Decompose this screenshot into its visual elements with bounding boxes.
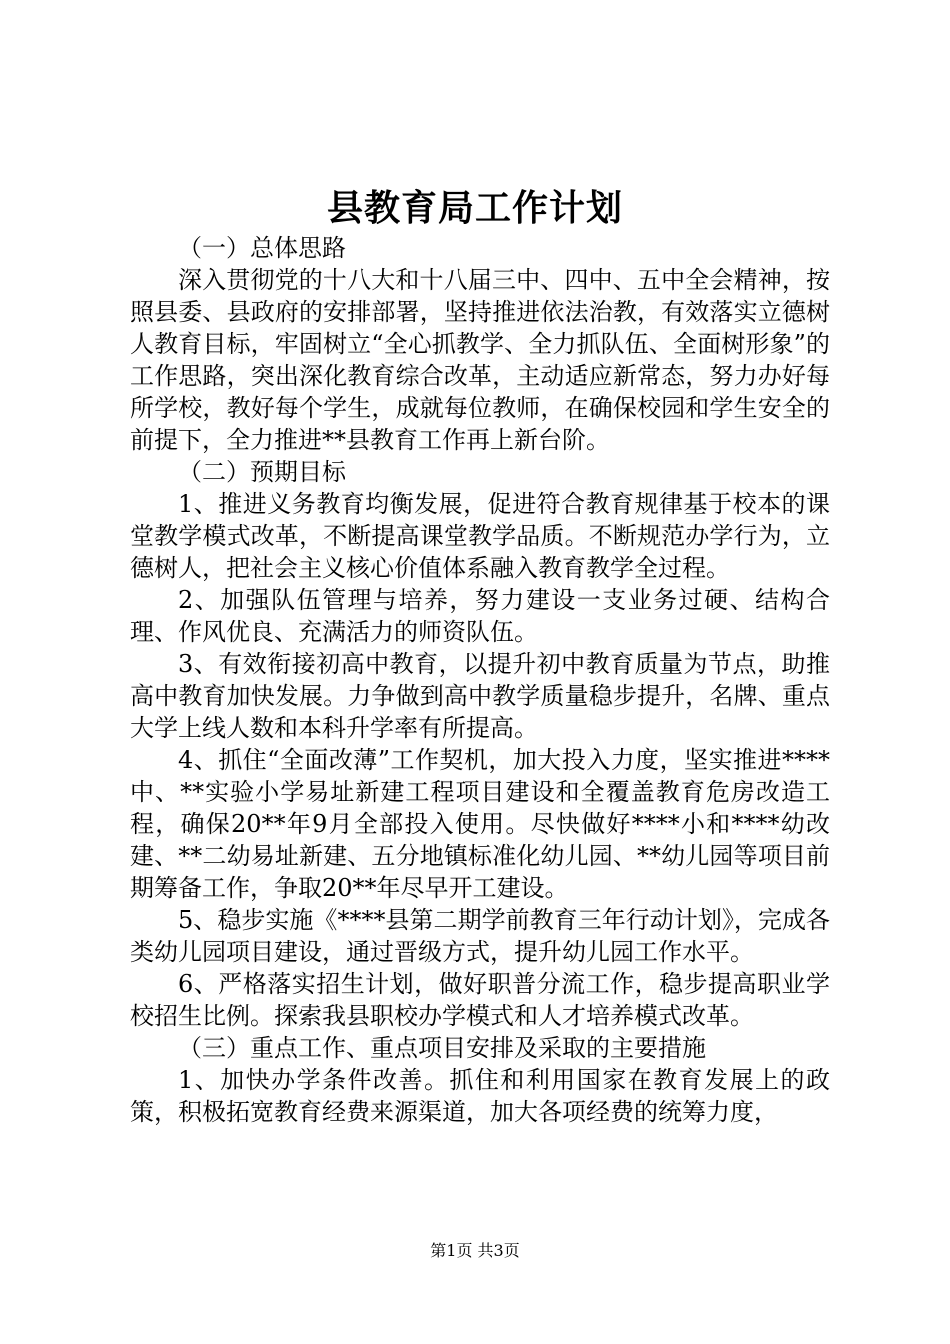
paragraph-overall-approach: 深入贯彻党的十八大和十八届三中、四中、五中全会精神，按照县委、县政府的安排部署，坚持推进依法治教，有效落实立德树人教育目标，牢固树立“全心抓教学、全力抓队伍、全面树形象”的工作思路，突出深化教育综合改革，主动适应新常态，努力办好每所学校，教好每个学生，成就每位教师，在确保校园和学生安全的前提下，全力推进**县教育工作再上新台阶。 [130,266,830,454]
section-heading-key-work: （三）重点工作、重点项目安排及采取的主要措施 [178,1034,706,1062]
paragraph-goal-4: 4、抓住“全面改薄”工作契机，加大投入力度，坚实推进****中、**实验小学易址新建工程项目建设和全覆盖教育危房改造工程，确保20**年9月全部投入使用。尽快做好****小和****幼改建、**二幼易址新建、五分地镇标准化幼儿园、**幼儿园等项目前期筹备工作，争取20**年尽早开工建设。 [130,746,830,902]
paragraph-goal-1: 1、推进义务教育均衡发展，促进符合教育规律基于校本的课堂教学模式改革，不断提高课堂教学品质。不断规范办学行为，立德树人，把社会主义核心价值体系融入教育教学全过程。 [130,490,830,582]
paragraph-goal-5: 5、稳步实施《****县第二期学前教育三年行动计划》，完成各类幼儿园项目建设，通过晋级方式，提升幼儿园工作水平。 [130,906,830,966]
document-title: 县教育局工作计划 [326,187,623,229]
paragraph-goal-2: 2、加强队伍管理与培养，努力建设一支业务过硬、结构合理、作风优良、充满活力的师资队伍。 [130,586,830,646]
page-footer: 第1页 共3页 [430,1241,520,1260]
paragraph-key-work-1: 1、加快办学条件改善。抓住和利用国家在教育发展上的政策，积极拓宽教育经费来源渠道，加大各项经费的统筹力度， [130,1066,830,1126]
section-heading-expected-goals: （二）预期目标 [178,458,346,486]
document-body [130,232,830,1128]
section-heading-overall-approach: （一）总体思路 [178,234,346,262]
paragraph-goal-6: 6、严格落实招生计划，做好职普分流工作，稳步提高职业学校招生比例。探索我县职校办学模式和人才培养模式改革。 [130,970,830,1030]
paragraph-goal-3: 3、有效衔接初高中教育，以提升初中教育质量为节点，助推高中教育加快发展。力争做到高中教学质量稳步提升，名牌、重点大学上线人数和本科升学率有所提高。 [130,650,830,742]
